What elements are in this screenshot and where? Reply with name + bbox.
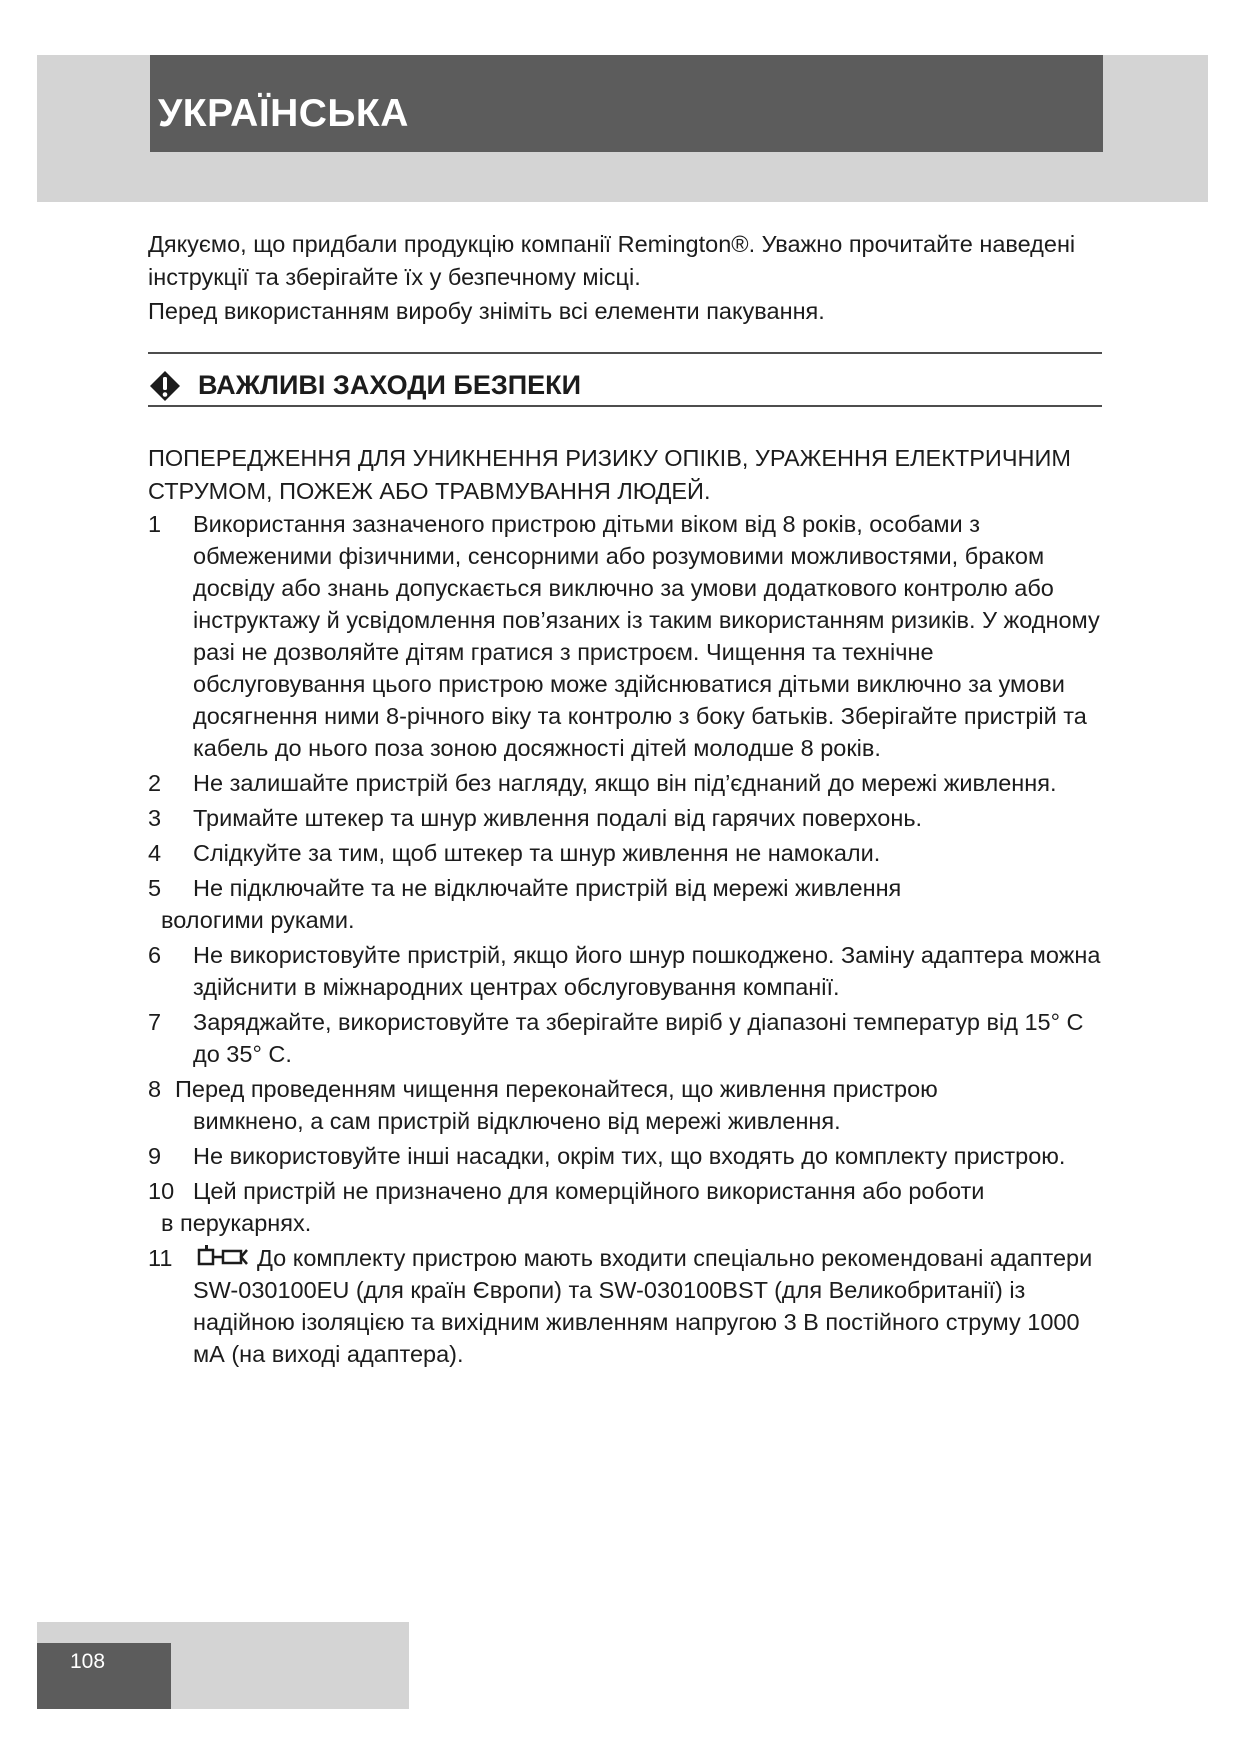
item-number: 11 [148, 1245, 173, 1271]
item-text: Слідкуйте за тим, щоб штекер та шнур живлення не намокали. [193, 840, 881, 866]
warning-icon [149, 370, 181, 402]
item-text: Тримайте штекер та шнур живлення подалі від гарячих поверхонь. [193, 805, 923, 831]
list-item [148, 1140, 1108, 1172]
page-title: УКРАЇНСЬКА [158, 92, 409, 135]
safety-list [148, 508, 1108, 1373]
intro-paragraph: Перед використанням виробу зніміть всі елементи пакування. [148, 298, 825, 324]
item-text-lead: Не підключайте та не відключайте пристрій від мережі живлення [193, 875, 902, 901]
section-rule-bottom [148, 405, 1102, 407]
item-number: 7 [148, 1009, 162, 1035]
list-item [148, 837, 1108, 869]
page-number: 108 [70, 1650, 106, 1673]
item-text: Заряджайте, використовуйте та зберігайте виріб у діапазоні температур від 15° C до 35° C. [193, 1009, 1084, 1067]
intro [148, 228, 1108, 328]
item-number: 5 [148, 875, 162, 901]
item-number: 2 [148, 770, 162, 796]
list-item [148, 802, 1108, 834]
list-item [148, 1073, 1108, 1137]
item-number: 6 [148, 942, 162, 968]
item-number: 8 [148, 1076, 162, 1102]
item-text: Не залишайте пристрій без нагляду, якщо він під’єднаний до мережі живлення. [193, 770, 1057, 796]
item-number: 4 [148, 840, 162, 866]
adapter-icon [193, 1244, 255, 1272]
section-rule-top [148, 352, 1102, 354]
item-text [175, 1073, 1108, 1137]
item-text-rest: вологими руками. [161, 907, 355, 933]
item-text: Не використовуйте пристрій, якщо його шнур пошкоджено. Заміну адаптера можна здійснити в міжнародних центрах обслуговування компанії. [193, 942, 1101, 1000]
list-item [148, 767, 1108, 799]
item-text-body: До комплекту пристрою мають входити спеціально рекомендовані адаптери SW-030100EU (для країн Європи) та SW-030100BST (для Великобританії) із надійною ізоляцією та вихідним живленням напругою 3 В постійного струму 1000 мА (на виході адаптера). [193, 1245, 1093, 1367]
list-item [148, 939, 1108, 1003]
item-text [161, 872, 1108, 936]
item-text-lead: Перед проведенням чищення переконайтеся, що живлення пристрою [175, 1076, 938, 1102]
item-text-rest: в перукарнях. [161, 1210, 312, 1236]
list-item [148, 1175, 1108, 1239]
list-item [148, 508, 1108, 764]
item-number: 1 [148, 511, 162, 537]
item-number: 10 [148, 1178, 175, 1204]
item-text-lead: Цей пристрій не призначено для комерційного використання або роботи [193, 1178, 985, 1204]
item-text: Не використовуйте інші насадки, окрім тих, що входять до комплекту пристрою. [193, 1143, 1066, 1169]
item-text: Використання зазначеного пристрою дітьми віком від 8 років, особами з обмеженими фізичними, сенсорними або розумовими можливостями, браком досвіду або знань допускається виключно за умови додаткового контролю або інструктажу й усвідомлення пов’язаних із таким використанням ризиків. У жодному разі не дозволяйте дітям гратися з пристроєм. Чищення та технічне обслуговування цього пристрою може здійснюватися дітьми виключно за умови досягнення ними 8-річного віку та контролю з боку батьків. Зберігайте пристрій та кабель до нього поза зоною досяжності дітей молодше 8 років. [193, 511, 1100, 761]
item-text [193, 1242, 1108, 1370]
list-item [148, 872, 1108, 936]
item-text-rest: вимкнено, а сам пристрій відключено від мережі живлення. [193, 1108, 841, 1134]
warning-text: ПОПЕРЕДЖЕННЯ ДЛЯ УНИКНЕННЯ РИЗИКУ ОПІКІВ, УРАЖЕННЯ ЕЛЕКТРИЧНИМ СТРУМОМ, ПОЖЕЖ АБО ТРАВМУВАННЯ ЛЮДЕЙ. [148, 445, 1071, 504]
list-item [148, 1242, 1108, 1370]
item-number: 9 [148, 1143, 162, 1169]
section-title: ВАЖЛИВІ ЗАХОДИ БЕЗПЕКИ [198, 370, 582, 400]
item-number: 3 [148, 805, 162, 831]
list-item [148, 1006, 1108, 1070]
intro-paragraph: Дякуємо, що придбали продукцію компанії Remington®. Уважно прочитайте наведені інструкції та зберігайте їх у безпечному місці. [148, 231, 1076, 290]
